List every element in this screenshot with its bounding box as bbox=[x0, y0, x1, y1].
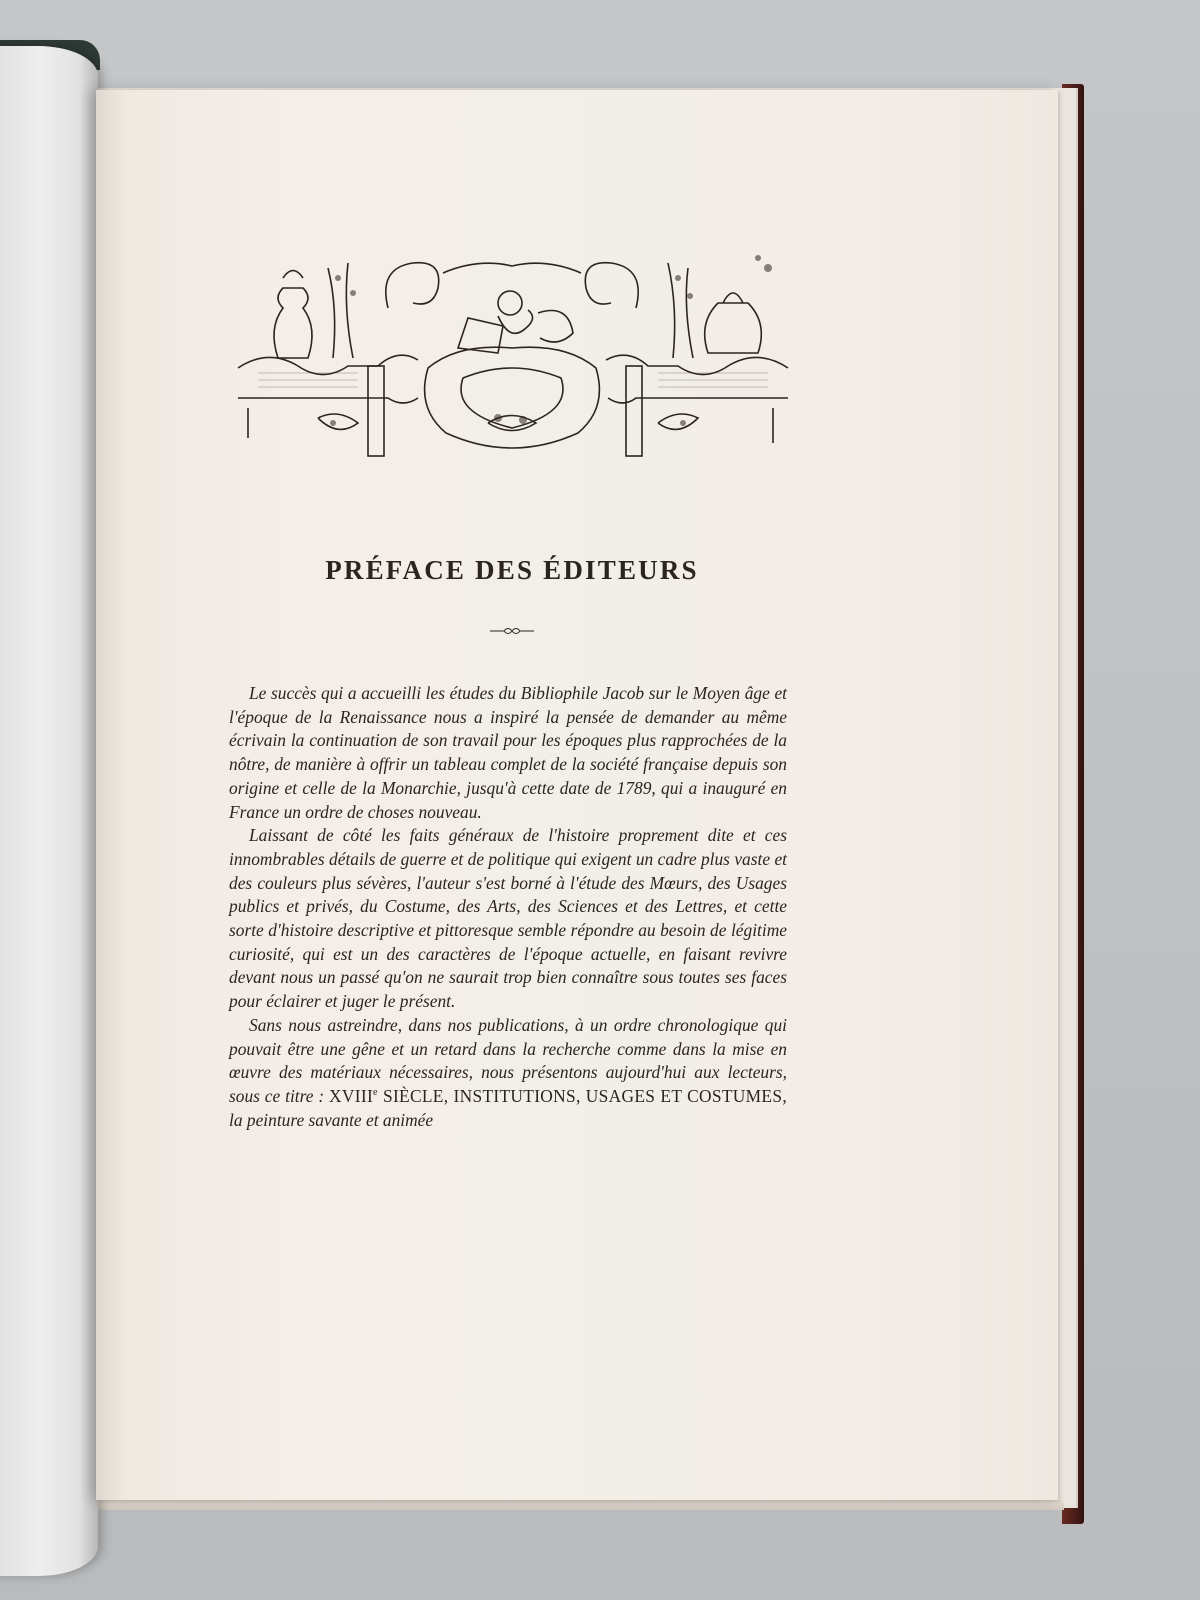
page-bottom-edge bbox=[96, 1500, 1064, 1510]
book-title-rest: SIÈCLE, INSTITUTIONS, USAGES ET COSTUMES, bbox=[382, 1085, 787, 1106]
century-numeral: XVIII bbox=[329, 1085, 374, 1106]
paragraph-1: Le succès qui a accueilli les études du Bibliophile Jacob sur le Moyen âge et l'époque de la Renaissance nous a inspiré la pensée de demander au même écrivain la continuation de son travail pour les époques plus rapprochées de la nôtre, de manière à offrir un tableau complet de la société française depuis son origine et celle de la Monarchie, jusqu'à cette date de 1789, qui a inauguré en France un ordre de choses nouveau. bbox=[229, 683, 787, 822]
flourish-divider-icon bbox=[488, 624, 536, 636]
ornament-headpiece-icon bbox=[228, 248, 796, 468]
preface-body bbox=[229, 682, 787, 1132]
paragraph-3 bbox=[229, 1014, 787, 1133]
paragraph-2: Laissant de côté les faits généraux de l'histoire proprement dite et ces innombrables détails de guerre et de politique qui exigent un cadre plus vaste et des couleurs plus sévères, l'auteur s'est borné à l'étude des Mœurs, des Usages publics et privés, du Costume, des Arts, des Sciences et des Lettres, et cette sorte d'histoire descriptive et pittoresque semble répondre au besoin de légitime curiosité, qui est un des caractères de l'époque actuelle, en faisant revivre devant nous un passé qu'on ne saurait trop bien connaître sous toutes ses faces pour éclairer et juger le présent. bbox=[229, 825, 787, 1012]
century-superscript: e bbox=[373, 1087, 378, 1099]
paragraph-3-intro: Sans nous astreindre, dans nos publications, à un ordre chronologique qui pouvait être une gêne et un retard dans la recherche comme dans la mise en œuvre des matériaux nécessaires, nous présentons aujourd'hui aux lecteurs, sous ce titre : bbox=[229, 1014, 787, 1106]
book-title-century bbox=[329, 1086, 787, 1106]
left-page-curl bbox=[0, 46, 98, 1576]
page-title: PRÉFACE DES ÉDITEURS bbox=[325, 555, 699, 585]
paragraph-3-tail: la peinture savante et animée bbox=[229, 1109, 434, 1130]
